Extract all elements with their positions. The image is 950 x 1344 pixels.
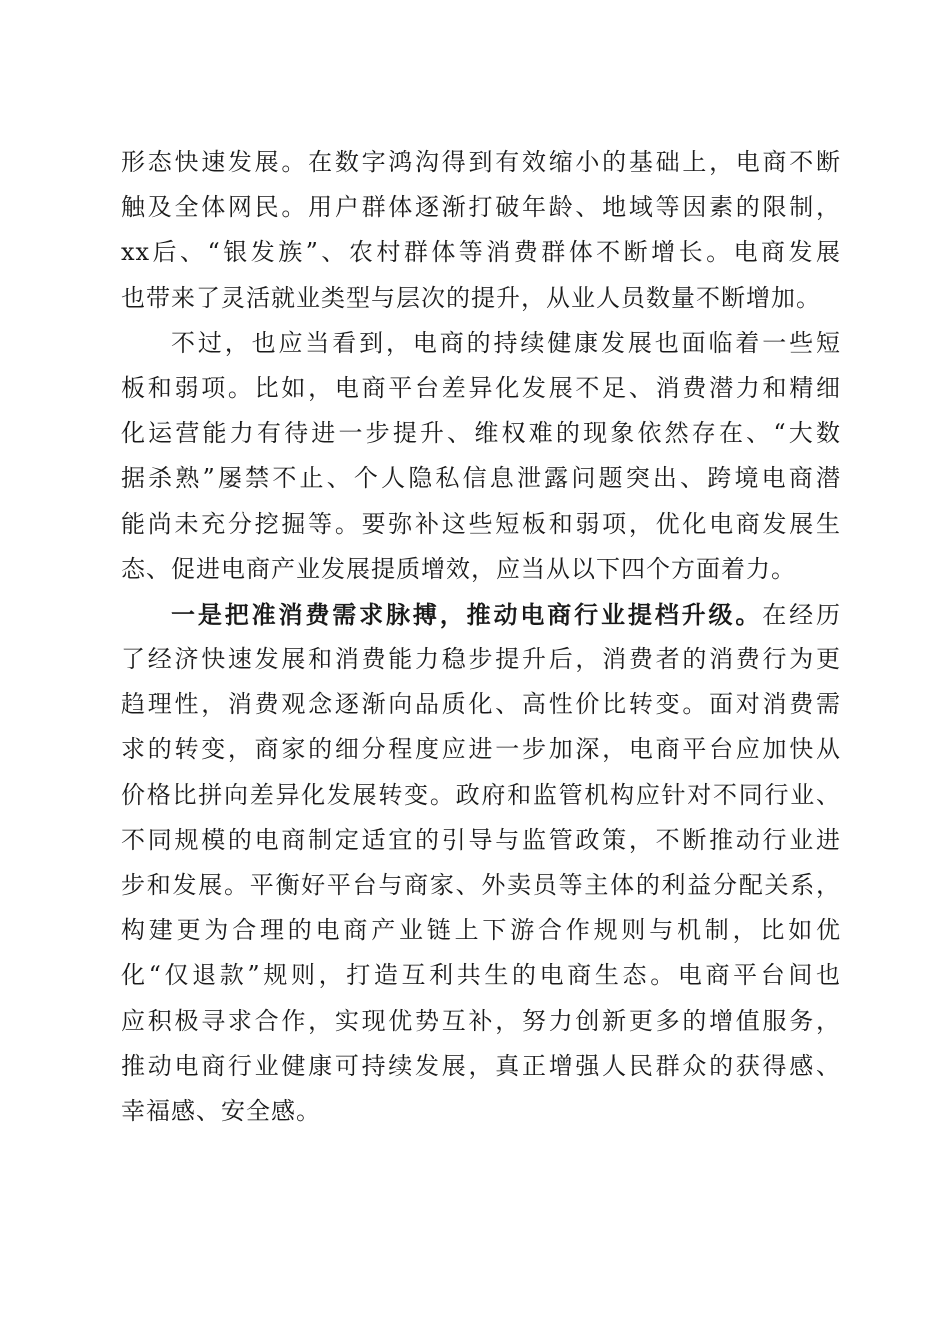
- text-line: 能尚未充分挖掘等。要弥补这些短板和弱项，优化电商发展生: [121, 509, 841, 538]
- text-line: xx后、“银发族”、农村群体等消费群体不断增长。电商发展: [121, 238, 841, 267]
- paragraph-first-line: 不过，也应当看到，电商的持续健康发展也面临着一些短: [171, 328, 841, 357]
- text-line: 化“仅退款”规则，打造互利共生的电商生态。电商平台间也: [121, 961, 841, 990]
- text-fragment: 在经历: [762, 600, 841, 629]
- text-line: 推动电商行业健康可持续发展，真正增强人民群众的获得感、: [121, 1051, 841, 1080]
- paragraph-first-line: [121, 592, 841, 637]
- text-line: 态、促进电商产业发展提质增效，应当从以下四个方面着力。: [121, 554, 796, 583]
- text-line: 应积极寻求合作，实现优势互补，努力创新更多的增值服务，: [121, 1006, 841, 1035]
- text-line: 据杀熟”屡禁不止、个人隐私信息泄露问题突出、跨境电商潜: [121, 464, 841, 493]
- text-line: 化运营能力有待进一步提升、维权难的现象依然存在、“大数: [121, 419, 841, 448]
- text-line: 求的转变，商家的细分程度应进一步加深，电商平台应加快从: [121, 735, 841, 764]
- text-line: 构建更为合理的电商产业链上下游合作规则与机制，比如优: [121, 916, 841, 945]
- text-line: 幸福感、安全感。: [121, 1096, 321, 1125]
- text-line: 了经济快速发展和消费能力稳步提升后，消费者的消费行为更: [121, 645, 841, 674]
- text-line: 也带来了灵活就业类型与层次的提升，从业人员数量不断增加。: [121, 283, 821, 312]
- text-line: 趋理性，消费观念逐渐向品质化、高性价比转变。面对消费需: [121, 690, 841, 719]
- text-line: 步和发展。平衡好平台与商家、外卖员等主体的利益分配关系，: [121, 871, 841, 899]
- text-line: 触及全体网民。用户群体逐渐打破年龄、地域等因素的限制，: [121, 193, 841, 222]
- text-line: 形态快速发展。在数字鸿沟得到有效缩小的基础上，电商不断: [121, 148, 841, 176]
- text-line: 板和弱项。比如，电商平台差异化发展不足、消费潜力和精细: [121, 373, 841, 402]
- text-line: 价格比拼向差异化发展转变。政府和监管机构应针对不同行业、: [121, 780, 841, 809]
- document-body: [121, 140, 841, 1134]
- bold-lead-sentence: 一是把准消费需求脉搏，推动电商行业提档升级。: [171, 599, 763, 629]
- text-line: 不同规模的电商制定适宜的引导与监管政策，不断推动行业进: [121, 825, 841, 854]
